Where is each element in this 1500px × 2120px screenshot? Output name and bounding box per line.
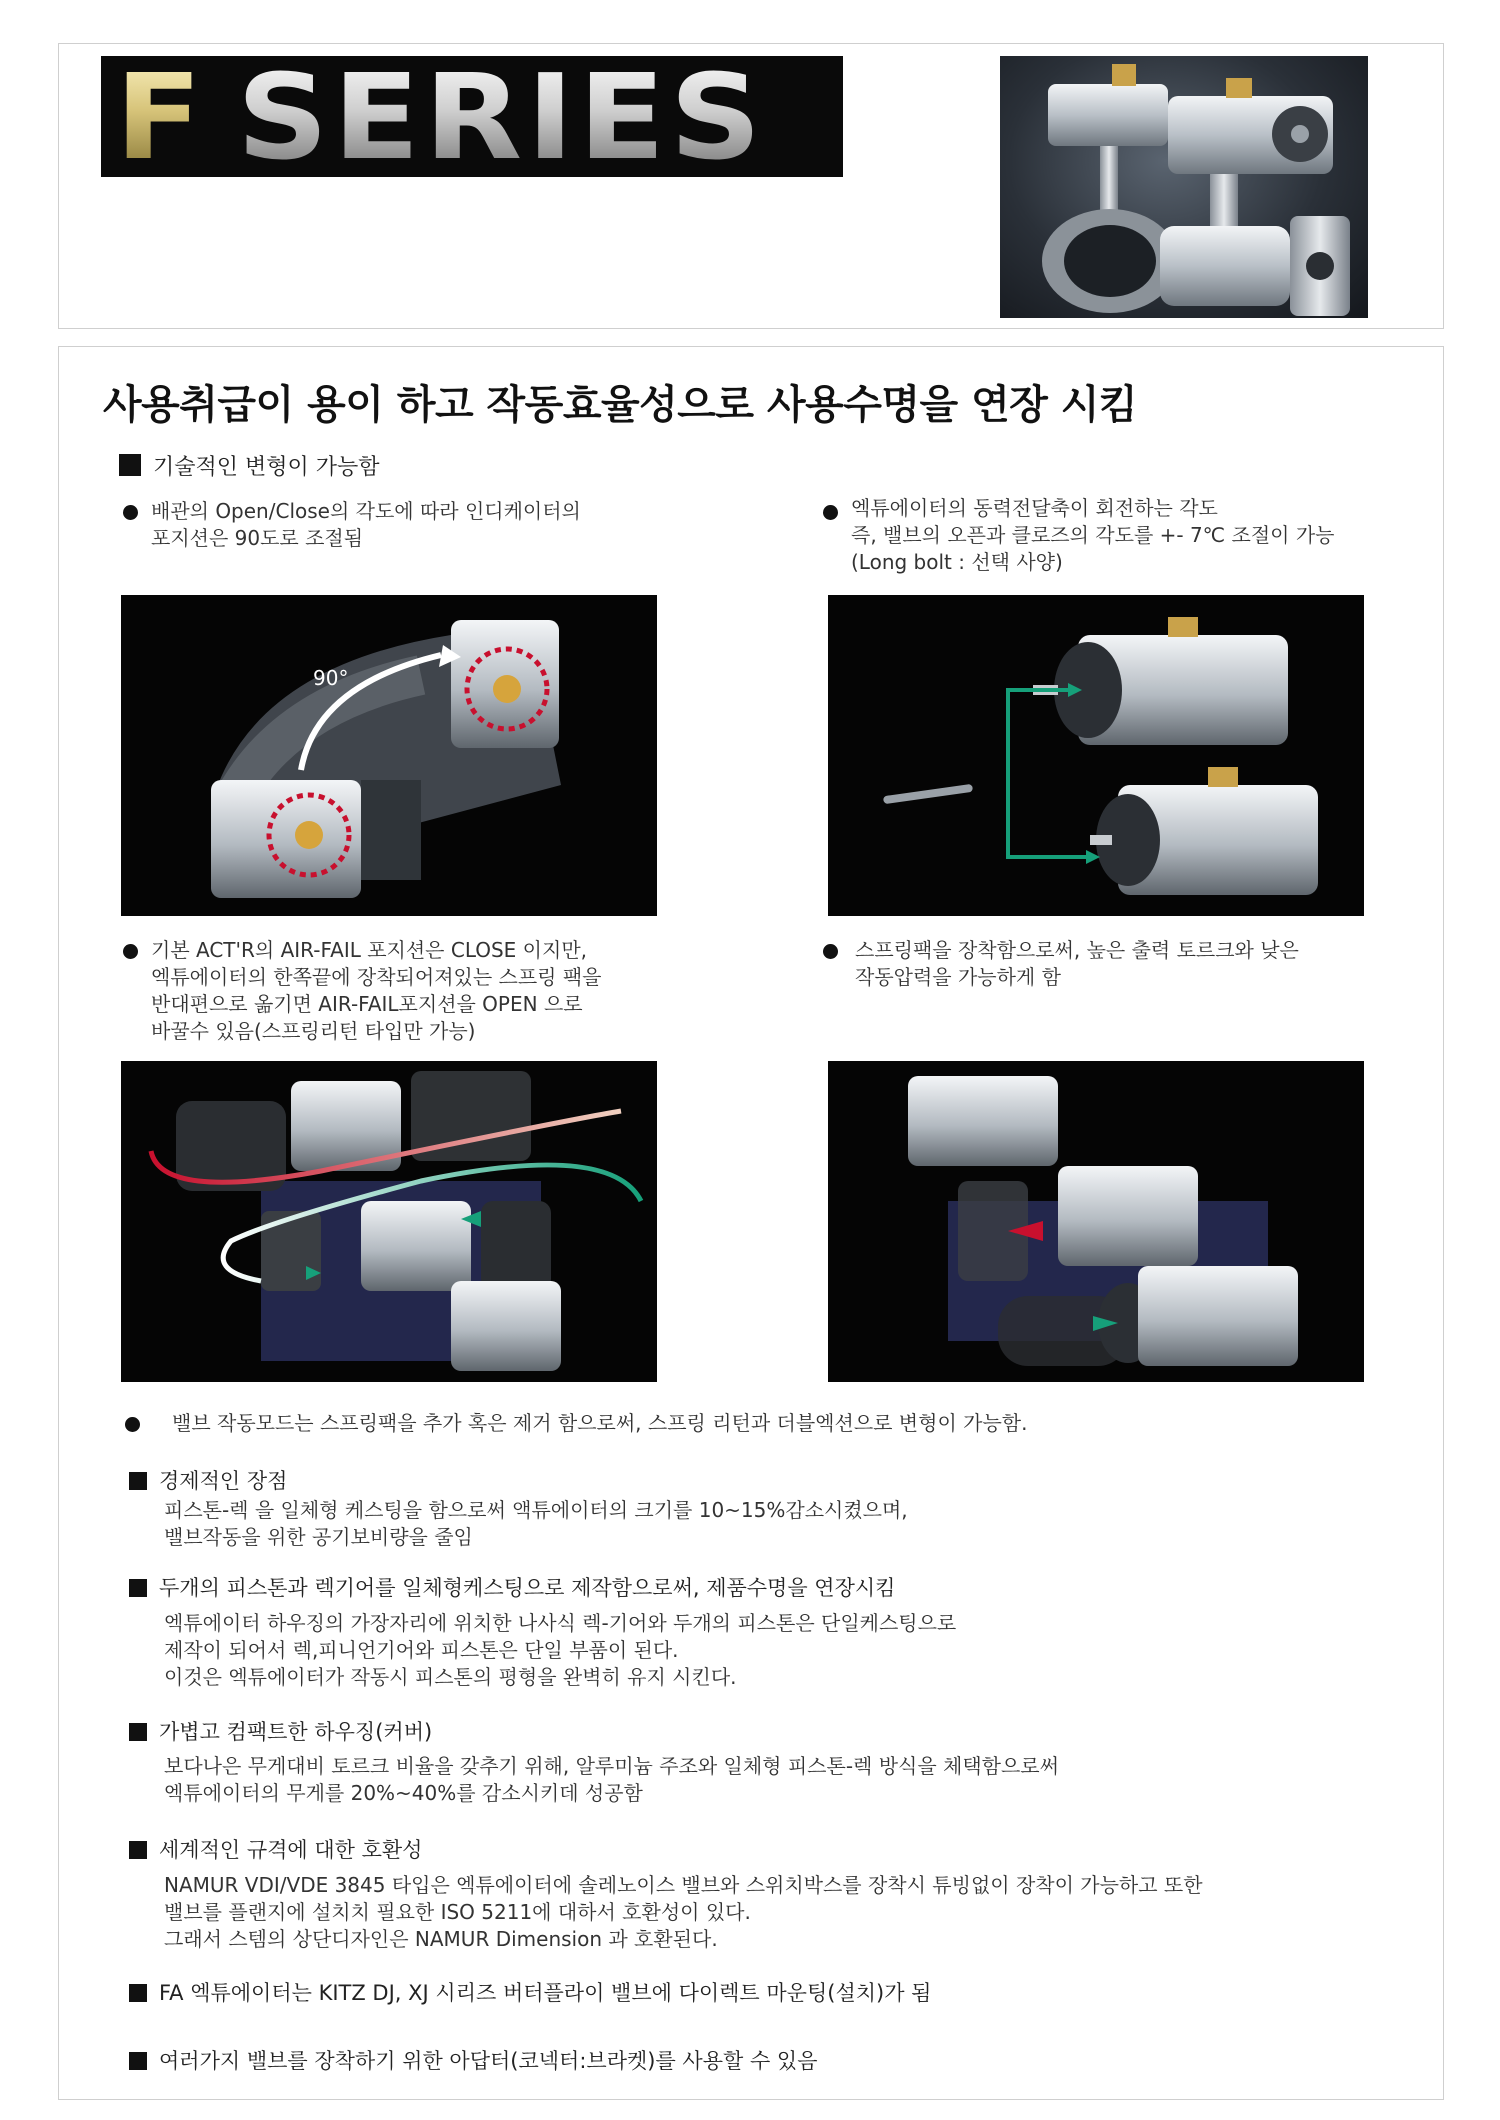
section-heading-housing: 가볍고 컴팩트한 하우징(커버) [129,1716,432,1746]
bullet-shaft-angle: 엑튜에이터의 동력전달축이 회전하는 각도 즉, 밸브의 오픈과 클로즈의 각도를 +- 7℃ 조절이 가능 (Long bolt : 선택 사양) [851,496,1335,574]
bullet-spring-pack: 스프링팩을 장착함으로써, 높은 출력 토르크와 낮은 작동압력을 가능하게 함 [855,938,1299,989]
bullet-dot-icon [123,505,138,520]
section-heading-kitz-mounting: FA 엑튜에이터는 KITZ DJ, XJ 시리즈 버터플라이 밸브에 다이렉트 마운팅(설치)가 됨 [129,1977,931,2007]
section-heading-adapters: 여러가지 밸브를 장착하기 위한 아답터(코넥터:브라켓)를 사용할 수 있음 [129,2045,817,2075]
section-body-economic: 피스톤-렉 을 일체형 케스팅을 함으로써 액튜에이터의 크기를 10~15%감소시켰으며, 밸브작동을 위한 공기보비량을 줄임 [164,1498,908,1549]
photo-long-bolt [828,595,1364,916]
section-body-compatibility: NAMUR VDI/VDE 3845 타입은 엑튜에이터에 솔레노이스 밸브와 스위치박스를 장착시 튜빙없이 장착이 가능하고 또한 밸브를 플랜지에 설치치 필요한 ISO 5211에 대하서 호환성이 있다. 그래서 스템의 상단디자인은 NAMUR Dimension 과 호환된다. [164,1873,1203,1951]
bullet-dot-icon [123,944,138,959]
square-bullet-icon [129,1472,147,1490]
square-bullet-icon [129,1984,147,2002]
square-bullet-icon [129,2052,147,2070]
square-bullet-icon [129,1579,147,1597]
bullet-air-fail: 기본 ACT'R의 AIR-FAIL 포지션은 CLOSE 이지만, 엑튜에이터의 한쪽끝에 장착되어져있는 스프링 팩을 반대편으로 옮기면 AIR-FAIL포지션을 OPEN 으로 바꿀수 있음(스프링리턴 타입만 가능) [151,938,602,1043]
bullet-angle-indicator: 배관의 Open/Close의 각도에 따라 인디케이터의 포지션은 90도로 조절됨 [151,499,581,550]
square-bullet-icon [119,454,141,476]
photo-indicator-rotation [121,595,657,916]
angle-label: 90° [313,666,349,690]
mode-note: 밸브 작동모드는 스프링팩을 추가 혹은 제거 함으로써, 스프링 리턴과 더블엑션으로 변형이 가능함. [172,1411,1028,1435]
section-body-housing: 보다나은 무게대비 토르크 비율을 갖추기 위해, 알루미늄 주조와 일체형 피스톤-렉 방식을 체택함으로써 엑튜에이터의 무게를 20%~40%를 감소시키데 성공함 [164,1754,1059,1805]
product-photo-actuator-valves [1000,56,1368,318]
photo-spring-pack-install [828,1061,1364,1382]
header-panel [58,43,1444,329]
section-heading-compatibility: 세계적인 규격에 대한 호환성 [129,1834,422,1864]
page-title: 사용취급이 용이 하고 작동효율성으로 사용수명을 연장 시킴 [103,382,1138,428]
f-series-logo: F SERIES [101,56,843,177]
main-panel [58,346,1444,2100]
square-bullet-icon [129,1723,147,1741]
bullet-dot-icon [823,505,838,520]
square-bullet-icon [129,1841,147,1859]
section-body-piston-rack: 엑튜에이터 하우징의 가장자리에 위치한 나사식 렉-기어와 두개의 피스톤은 단일케스팅으로 제작이 되어서 렉,피니언기어와 피스톤은 단일 부품이 된다. 이것은 엑튜에이터가 작동시 피스톤의 평형을 완벽히 유지 시킨다. [164,1611,957,1689]
tech-heading [119,450,380,481]
section-heading-piston-rack: 두개의 피스톤과 렉기어를 일체형케스팅으로 제작함으로써, 제품수명을 연장시킴 [129,1572,895,1602]
tech-heading-text: 기술적인 변형이 가능함 [153,455,380,480]
section-heading-economic: 경제적인 장점 [129,1465,287,1495]
photo-spring-pack-swap [121,1061,657,1382]
bullet-dot-icon [125,1417,140,1432]
bullet-dot-icon [823,944,838,959]
